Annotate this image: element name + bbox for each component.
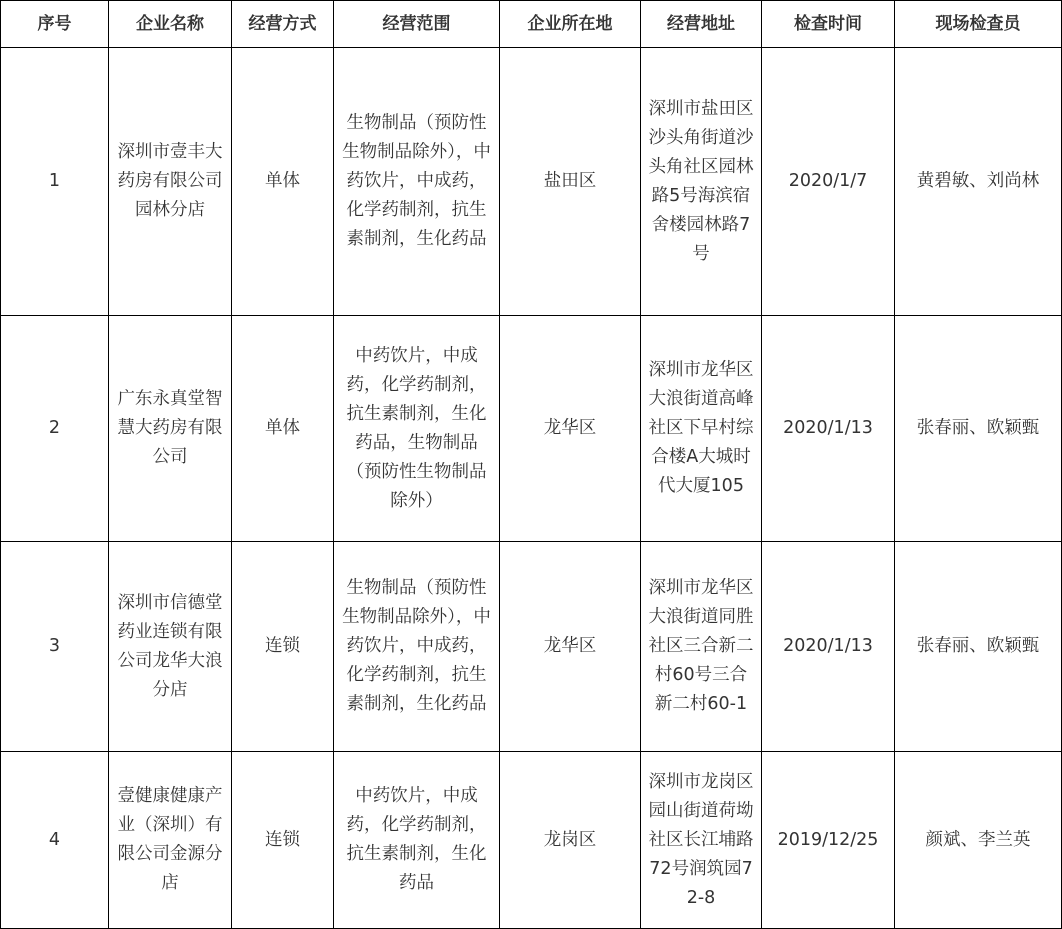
table-row [1, 48, 1062, 316]
cell-inspectors: 颜斌、李兰英 [895, 752, 1062, 929]
cell-district: 龙岗区 [500, 752, 641, 929]
cell-date: 2019/12/25 [762, 752, 895, 929]
cell-inspectors: 黄碧敏、刘尚林 [895, 48, 1062, 316]
cell-mode: 单体 [232, 316, 334, 542]
cell-no: 3 [1, 542, 109, 752]
table-row [1, 316, 1062, 542]
header-inspectors: 现场检查员 [895, 1, 1062, 48]
header-name: 企业名称 [109, 1, 232, 48]
cell-inspectors: 张春丽、欧颖甄 [895, 316, 1062, 542]
cell-address: 深圳市龙华区大浪街道同胜社区三合新二村60号三合新二村60-1 [641, 542, 762, 752]
cell-scope: 中药饮片，中成药，化学药制剂，抗生素制剂，生化药品 [334, 752, 500, 929]
cell-name: 壹健康健康产业（深圳）有限公司金源分店 [109, 752, 232, 929]
cell-mode: 单体 [232, 48, 334, 316]
cell-no: 2 [1, 316, 109, 542]
cell-date: 2020/1/13 [762, 542, 895, 752]
header-mode: 经营方式 [232, 1, 334, 48]
cell-scope: 中药饮片，中成药，化学药制剂，抗生素制剂，生化药品，生物制品（预防性生物制品除外） [334, 316, 500, 542]
cell-address: 深圳市龙岗区园山街道荷坳社区长江埔路72号润筑园72-8 [641, 752, 762, 929]
cell-scope: 生物制品（预防性生物制品除外），中药饮片，中成药，化学药制剂，抗生素制剂，生化药品 [334, 542, 500, 752]
header-scope: 经营范围 [334, 1, 500, 48]
cell-name: 广东永真堂智慧大药房有限公司 [109, 316, 232, 542]
cell-address: 深圳市盐田区沙头角街道沙头角社区园林路5号海滨宿舍楼园林路7号 [641, 48, 762, 316]
header-address: 经营地址 [641, 1, 762, 48]
table-row [1, 752, 1062, 929]
header-district: 企业所在地 [500, 1, 641, 48]
cell-date: 2020/1/13 [762, 316, 895, 542]
cell-name: 深圳市信德堂药业连锁有限公司龙华大浪分店 [109, 542, 232, 752]
header-date: 检查时间 [762, 1, 895, 48]
cell-mode: 连锁 [232, 752, 334, 929]
cell-name: 深圳市壹丰大药房有限公司园林分店 [109, 48, 232, 316]
cell-inspectors: 张春丽、欧颖甄 [895, 542, 1062, 752]
cell-no: 1 [1, 48, 109, 316]
cell-district: 盐田区 [500, 48, 641, 316]
cell-district: 龙华区 [500, 542, 641, 752]
cell-address: 深圳市龙华区大浪街道高峰社区下早村综合楼A大城时代大厦105 [641, 316, 762, 542]
header-no: 序号 [1, 1, 109, 48]
cell-district: 龙华区 [500, 316, 641, 542]
header-row [1, 1, 1062, 48]
cell-scope: 生物制品（预防性生物制品除外），中药饮片，中成药，化学药制剂，抗生素制剂，生化药品 [334, 48, 500, 316]
cell-no: 4 [1, 752, 109, 929]
table-row [1, 542, 1062, 752]
cell-mode: 连锁 [232, 542, 334, 752]
cell-date: 2020/1/7 [762, 48, 895, 316]
